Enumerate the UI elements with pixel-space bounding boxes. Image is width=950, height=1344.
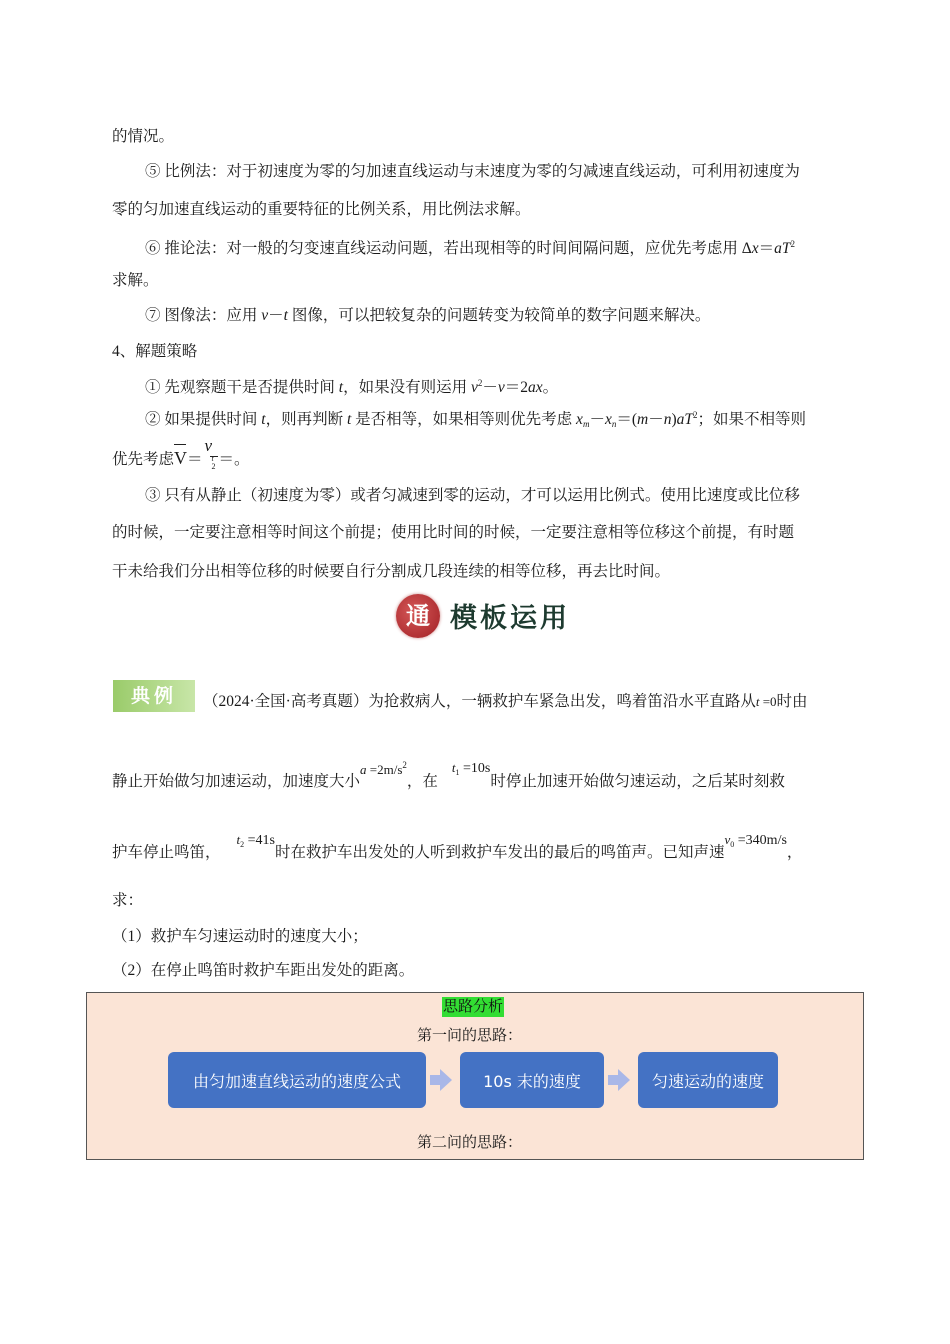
question-item: （2）在停止鸣笛时救护车距出发处的距离。: [112, 962, 415, 979]
flow-step-3: 匀速运动的速度: [638, 1052, 778, 1108]
flow-step-1: 由匀加速直线运动的速度公式: [168, 1052, 426, 1108]
text-line: ③ 只有从静止（初速度为零）或者匀减速到零的运动，才可以运用比例式。使用比速度或比位移: [145, 487, 800, 504]
text-line: 干未给我们分出相等位移的时候要自行分割成几段连续的相等位移，再去比时间。: [112, 563, 671, 580]
analysis-label: 思路分析: [443, 999, 504, 1015]
text-line: 零的匀加速直线运动的重要特征的比例关系，用比例法求解。: [112, 201, 531, 218]
arrow-right-icon: [618, 1069, 630, 1091]
question-line: 护车停止鸣笛，$t_2 =41s$时在救护车出发处的人听到救护车发出的最后的鸣笛声。已知声速$v_0 =340m/s$，: [112, 832, 803, 861]
text-line: 求解。: [112, 272, 159, 289]
text-line: 优先考虑 V＝ v t 2 ＝。: [112, 436, 250, 471]
question-line: 静止开始做匀加速运动，加速度大小$a =2m/s^2$，在$t_1 =10s$时停止加速开始做匀速运动，之后某时刻救: [112, 760, 785, 790]
question-line: （2024·全国·高考真题）为抢救病人，一辆救护车紧急出发，鸣着笛沿水平直路从t =0时由: [203, 693, 808, 710]
arrow-right-icon: [440, 1069, 452, 1091]
text-line: 的时候，一定要注意相等时间这个前提；使用比时间的时候，一定要注意相等位移这个前提，有时题: [112, 524, 795, 541]
text-line: ⑦ 图像法：应用 v－t 图像，可以把较复杂的问题转变为较简单的数字问题来解决。: [145, 307, 711, 324]
v-t-half-fraction: v t 2: [204, 436, 216, 471]
text-line: ② 如果提供时间 t，则再判断 t 是否相等，如果相等则优先考虑 $x_m-x_n=(m-n)aT^2$；如果不相等则: [145, 410, 807, 429]
second-question-heading: 第二问的思路：: [417, 1135, 523, 1151]
text-line: ⑥ 推论法：对一般的匀变速直线运动问题，若出现相等的时间间隔问题，应优先考虑用 $\Delta x=aT^2$: [145, 239, 796, 257]
v-bar-symbol: V: [174, 447, 187, 469]
text-line: ① 先观察题干是否提供时间 t，如果没有则运用 $v^2-v=2ax$。: [145, 378, 559, 396]
flow-step-2: 10s 末的速度: [460, 1052, 604, 1108]
text-line: ⑤ 比例法：对于初速度为零的匀加速直线运动与末速度为零的匀减速直线运动，可利用初速度为: [145, 163, 800, 180]
question-item: （1）救护车匀速运动时的速度大小；: [112, 928, 368, 945]
section-heading: 4、解题策略: [112, 343, 198, 360]
first-question-heading: 第一问的思路：: [417, 1028, 523, 1044]
question-line: 求：: [112, 892, 144, 909]
seal-icon: 通: [396, 594, 440, 638]
example-tag: 典例: [113, 680, 195, 712]
text-line: 的情况。: [112, 128, 175, 145]
banner-title: 模板运用: [450, 603, 570, 634]
template-usage-banner: [396, 592, 586, 640]
